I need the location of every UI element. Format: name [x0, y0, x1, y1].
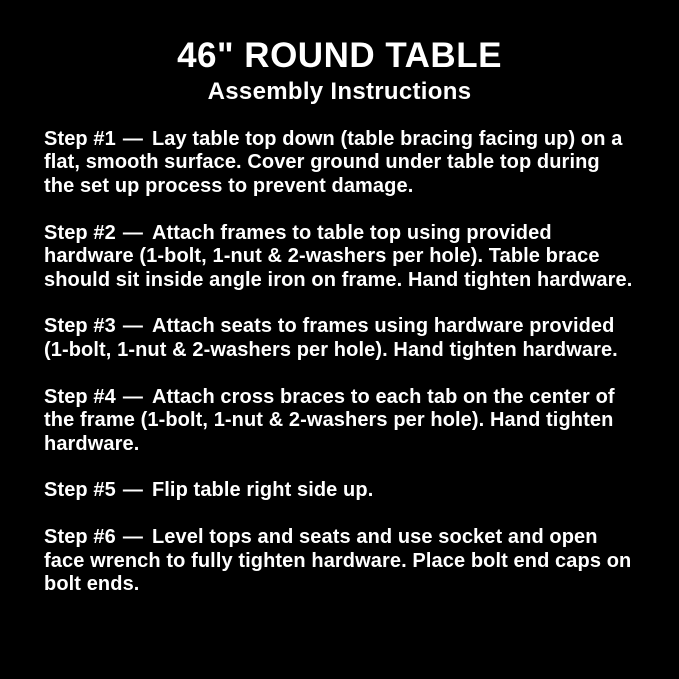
- step-5-label: Step #5: [44, 479, 116, 502]
- step-2: [44, 222, 635, 293]
- step-6-separator: —: [122, 525, 143, 548]
- step-3-text: Attach seats to frames using hardware provided (1-bolt, 1-nut & 2-washers per hole). Hand tighten hardware.: [44, 315, 618, 361]
- header: [44, 36, 635, 106]
- step-4-separator: —: [122, 385, 143, 408]
- step-2-text: Attach frames to table top using provided hardware (1-bolt, 1-nut & 2-washers per hole). Table brace should sit inside angle iron on frame. Hand tighten hardware.: [44, 221, 633, 291]
- page-title: 46" ROUND TABLE: [177, 36, 502, 75]
- step-1-label: Step #1: [44, 127, 116, 150]
- step-4: [44, 386, 635, 457]
- step-4-text: Attach cross braces to each tab on the center of the frame (1-bolt, 1-nut & 2-washers per hole). Hand tighten hardware.: [44, 385, 615, 455]
- step-5-text: Flip table right side up.: [151, 479, 374, 502]
- page-subtitle: Assembly Instructions: [207, 78, 472, 106]
- step-6: [44, 526, 635, 597]
- step-2-label: Step #2: [44, 221, 116, 244]
- step-1-separator: —: [122, 127, 143, 150]
- step-3: [44, 315, 635, 362]
- step-3-label: Step #3: [44, 315, 116, 338]
- step-3-separator: —: [122, 315, 143, 338]
- step-1: [44, 128, 635, 199]
- step-1-text: Lay table top down (table bracing facing up) on a flat, smooth surface. Cover ground under table top during the set up process to prevent damage.: [44, 127, 623, 198]
- step-5-separator: —: [122, 479, 143, 502]
- step-6-text: Level tops and seats and use socket and open face wrench to fully tighten hardware. Place bolt end caps on bolt ends.: [44, 525, 632, 596]
- step-5: [44, 479, 635, 503]
- steps-list: [44, 128, 635, 597]
- step-2-separator: —: [122, 221, 143, 244]
- step-4-label: Step #4: [44, 385, 116, 408]
- step-6-label: Step #6: [44, 525, 116, 548]
